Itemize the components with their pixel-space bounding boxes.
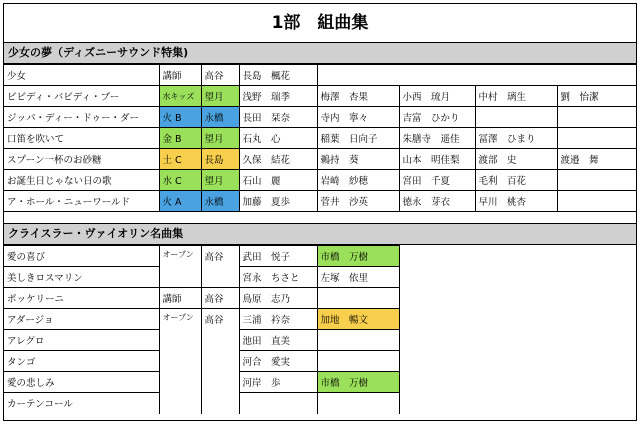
role-cell: 水 C (159, 170, 201, 191)
member-cell: 石山 麗 (239, 170, 317, 191)
member-cell (557, 191, 636, 212)
role-cell: 火 B (159, 107, 201, 128)
role-cell: オープン (159, 246, 201, 288)
song-name: ア・ホール・ニューワールド (4, 191, 159, 212)
member-cell: 梅澤 杏果 (317, 86, 399, 107)
table-row (4, 65, 636, 86)
table-row (4, 149, 636, 170)
table-row (4, 170, 636, 191)
role-cell: 土 C (159, 149, 201, 170)
blank-area (399, 246, 636, 414)
role-cell: 火 A (159, 191, 201, 212)
song-name: お誕生日じゃない日の歌 (4, 170, 159, 191)
member-cell: 河合 愛実 (239, 351, 317, 372)
member-cell: 中村 璃生 (475, 86, 557, 107)
member-cell: 渡邉 舞 (557, 149, 636, 170)
member-cell: 河岸 歩 (239, 372, 317, 393)
member-cell: 石丸 心 (239, 128, 317, 149)
song-name: 愛の悲しみ (4, 372, 159, 393)
teacher-cell: 望月 (201, 170, 239, 191)
teacher-cell: 高谷 (201, 288, 239, 309)
member-cell (557, 128, 636, 149)
role-cell: 金 B (159, 128, 201, 149)
role-cell: 講師 (159, 288, 201, 309)
role-cell (239, 393, 317, 414)
table-disney (4, 64, 636, 212)
partner-cell: 左塚 依里 (317, 267, 399, 288)
song-name: タンゴ (4, 351, 159, 372)
member-cell: 稲葉 日向子 (317, 128, 399, 149)
teacher-cell: 望月 (201, 86, 239, 107)
member-cell: 毛利 百花 (475, 170, 557, 191)
table-row (4, 128, 636, 149)
member-cell: 宮永 ちさと (239, 267, 317, 288)
member-cell: 朱膳寺 遥佳 (399, 128, 475, 149)
role-cell: 水キッズ (159, 86, 201, 107)
teacher-cell: 永橋 (201, 107, 239, 128)
teacher-cell: 高谷 (201, 309, 239, 414)
member-cell: 渡部 史 (475, 149, 557, 170)
partner-cell: 加地 暢文 (317, 309, 399, 330)
member-cell: 浅野 瑞季 (239, 86, 317, 107)
member-cell: 鳥原 志乃 (239, 288, 317, 309)
partner-cell (317, 351, 399, 372)
program-sheet (3, 3, 637, 421)
member-cell (475, 107, 557, 128)
partner-cell: 市橋 万樹 (317, 372, 399, 393)
member-cell: 小西 琉月 (399, 86, 475, 107)
member-cell: 岩崎 紗穂 (317, 170, 399, 191)
member-cell: 寺内 寧々 (317, 107, 399, 128)
table-row (4, 191, 636, 212)
section-heading-disney: 少女の夢（ディズニーサウンド特集) (4, 42, 636, 64)
song-name: ビビディ・バビディ・ブー (4, 86, 159, 107)
member-cell: 三浦 衿奈 (239, 309, 317, 330)
member-cell: 武田 悦子 (239, 246, 317, 267)
member-cell: 山本 明佳梨 (399, 149, 475, 170)
member-cell: 早川 桃杏 (475, 191, 557, 212)
member-cell (557, 107, 636, 128)
member-cell: 鵜持 葵 (317, 149, 399, 170)
teacher-cell (317, 393, 399, 414)
member-cell: 冨澤 ひまり (475, 128, 557, 149)
table-row (4, 86, 636, 107)
song-name: ポッケリーニ (4, 288, 159, 309)
member-cell: 劉 怡潔 (557, 86, 636, 107)
member-cell: 長田 栞奈 (239, 107, 317, 128)
song-name: 少女 (4, 65, 159, 86)
table-row (4, 246, 636, 267)
teacher-cell: 望月 (201, 128, 239, 149)
member-cell: 菅井 沙英 (317, 191, 399, 212)
song-name: 口笛を吹いて (4, 128, 159, 149)
table-kreisler (4, 245, 636, 414)
teacher-cell: 高谷 (201, 246, 239, 288)
member-cell (557, 170, 636, 191)
role-cell: 講師 (159, 65, 201, 86)
page-title: 1部 組曲集 (271, 13, 369, 33)
member-cell: 徳永 芽衣 (399, 191, 475, 212)
blank-area (317, 65, 636, 86)
teacher-cell: 永橋 (201, 191, 239, 212)
song-name: スプーン一杯のお砂糖 (4, 149, 159, 170)
member-cell: 宮田 千夏 (399, 170, 475, 191)
member-cell: 久保 結花 (239, 149, 317, 170)
song-name: アレグロ (4, 330, 159, 351)
partner-cell (317, 330, 399, 351)
partner-cell: 市橋 万樹 (317, 246, 399, 267)
partner-cell (317, 288, 399, 309)
member-cell: 長島 楓花 (239, 65, 317, 86)
song-name: 愛の喜び (4, 246, 159, 267)
song-name: 美しきロスマリン (4, 267, 159, 288)
table-row (4, 107, 636, 128)
teacher-cell: 高谷 (201, 65, 239, 86)
song-name: アダージョ (4, 309, 159, 330)
member-cell: 加藤 夏歩 (239, 191, 317, 212)
member-cell: 吉富 ひかり (399, 107, 475, 128)
section-heading-kreisler: クライスラー・ヴァイオリン名曲集 (4, 223, 636, 245)
song-name: カーテンコール (4, 393, 159, 414)
role-cell: オープン (159, 309, 201, 414)
song-name: ジッパ・ディー・ドゥー・ダー (4, 107, 159, 128)
member-cell: 池田 直美 (239, 330, 317, 351)
teacher-cell: 長島 (201, 149, 239, 170)
